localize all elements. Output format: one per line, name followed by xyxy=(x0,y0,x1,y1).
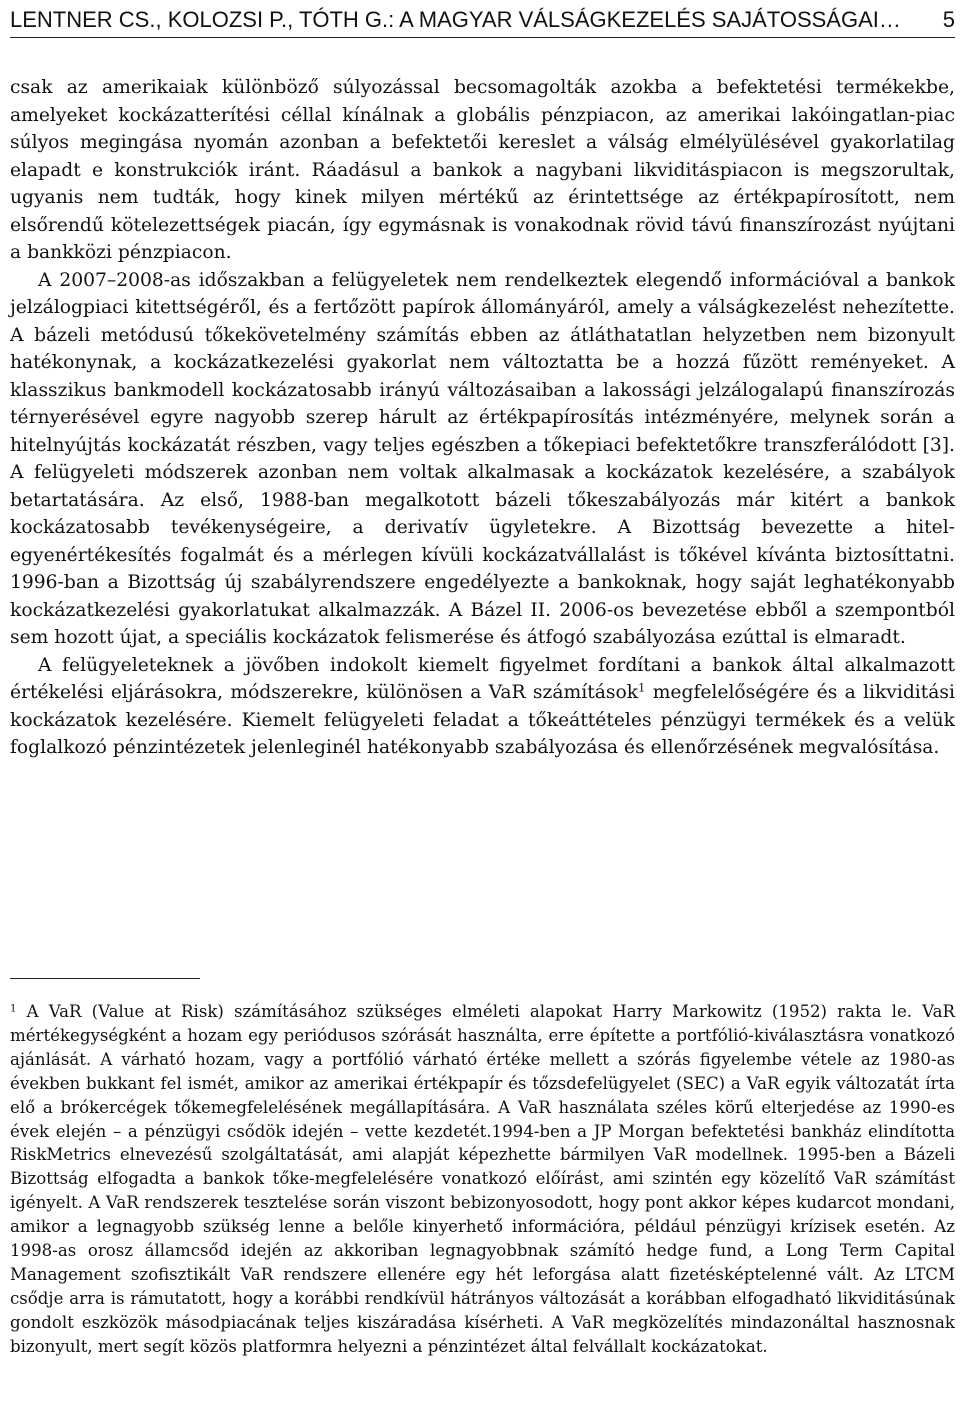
paragraph-2: A 2007–2008-as időszakban a felügyeletek nem rendelkeztek elegendő információval a bankok jelzálogpiaci kitettségéről, és a fertőzött papírok állományáról, amely a válságkezelést nehezítette. A bázeli metódusú tőkekövetelmény számítás ebben az átláthatatlan helyzetben nem bizonyult hatékonynak, a kockázatkezelési gyakorlat nem változtatta be a hozzá fűzött reményeket. A klasszikus bankmodell kockázatosabb irányú változásaiban a lakossági jelzálogalapú finanszírozás térnyerésével egyre nagyobb szerep hárult az értékpapírosítás intézményére, melynek során a hitelnyújtás kockázatát részben, vagy teljes egészben a tőkepiaci befektetőkre transzferálódott [3]. A felügyeleti módszerek azonban nem voltak alkalmasak a kockázatok kezelésére, a szabályok betartatására. Az első, 1988-ban megalkotott bázeli tőkeszabályozás már kitért a bankok kockázatosabb tevékenységeire, a derivatív ügyletekre. A Bizottság bevezette a hitel-egyenértékesítés fogalmát és a mérlegen kívüli kockázatvállalást is tőkével kívánta biztosíttatni. 1996-ban a Bizottság új szabályrendszere engedélyezte a bankoknak, hogy saját leghatékonyabb kockázatkezelési gyakorlatukat alkalmazzák. A Bázel II. 2006-os bevezetése ebből a szempontból sem hozott újat, a speciális kockázatok felismerése és átfogó szabályozása ezúttal is elmaradt. xyxy=(10,269,955,648)
running-header xyxy=(10,4,955,38)
footnote-text: A VaR (Value at Risk) számításához szükséges elméleti alapokat Harry Markowitz (1952) rakta le. VaR mértékegységként a hozam egy periódusos szórását használta, erre építette a portfólió-kiválasztásra vonatkozó ajánlását. A várható hozam, vagy a portfólió várható értéke mellett a szórás figyelembe vétele az 1980-as években bukkant fel ismét, amikor az amerikai értékpapír és tőzsdefelügyelet (SEC) a VaR egyik változatát írta elő a brókercégek tőkemegfelelésének megállapítására. A VaR használata széles körű elterjedése az 1990-es évek elején – a pénzügyi csődök idején – vette kezdetét.1994-ben a JP Morgan befektetési bankház elindította RiskMetrics elnevezésű szolgáltatását, ami alapját képezhette bármilyen VaR modellnek. 1995-ben a Bázeli Bizottság elfogadta a bankok tőke-megfelelésére vonatkozó előírást, ami szintén egy közelítő VaR számítást igényelt. A VaR rendszerek tesztelése során viszont bebizonyosodott, hogy pont akkor képes kudarcot mondani, amikor a legnagyobb szükség lenne a belőle kinyerhető információra, például pénzügyi krízisek esetén. Az 1998-as orosz államcsőd idején az akkoriban legnagyobbnak számító hedge fund, a Long Term Capital Management szofisztikált VaR rendszere ellenére egy hét leforgása alatt fizetésképtelenné vált. Az LTCM csődje arra is rámutatott, hogy a korábbi rendkívül hátrányos változását a korábban elfogadható likviditásúnak gondolt eszközök másodpiacának teljes kiszáradása kísérheti. A VaR megközelítés mindazonáltal hasznosnak bizonyult, mert segít közös platformra helyezni a pénzintézet által felvállalt kockázatokat. xyxy=(10,1002,955,1356)
running-title: LENTNER CS., KOLOZSI P., TÓTH G.: A MAGYAR VÁLSÁGKEZELÉS SAJÁTOSSÁGAI… xyxy=(10,7,901,32)
paragraph-3-text-a: A felügyeleteknek a jövőben indokolt kiemelt figyelmet fordítani a bankok által alkalmazott értékelési eljárásokra, módszerekre, különösen a VaR számítások xyxy=(10,654,955,703)
page-number: 5 xyxy=(942,7,955,32)
footnote-reference[interactable]: 1 xyxy=(638,680,646,695)
footnote-1 xyxy=(10,1000,955,1359)
footnote-separator xyxy=(10,978,200,979)
paragraph-1: csak az amerikaiak különböző súlyozással becsomagolták azokba a befektetési termékekbe, amelyeket kockázatterítési céllal kínálnak a globális pénzpiacon, az amerikai lakóingatlan-piac súlyos megingása nyomán azonban a befektetői kereslet a válság elmélyülésével gyakorlatilag elapadt e konstrukciók iránt. Ráadásul a bankok a nagybani likviditáspiacon is megszorultak, ugyanis nem tudták, hogy kinek milyen mértékű az érintettsége az értékpapírosított, nem elsőrendű kötelezettségek piacán, így egymásnak is vonakodnak rövid távú finanszírozást nyújtani a bankközi pénzpiacon. xyxy=(10,77,955,263)
paragraph-3 xyxy=(10,652,955,762)
footnote-mark: 1 xyxy=(10,1002,17,1015)
main-text xyxy=(10,74,955,762)
paragraph-3-text-b: megfelelőségére és a likviditási kockázatok kezelésére. Kiemelt felügyeleti feladat a tőkeáttételes pénzügyi termékek és a velük foglalkozó pénzintézetek jelenleginél hatékonyabb szabályozása és ellenőrzésének megvalósítása. xyxy=(10,682,956,758)
